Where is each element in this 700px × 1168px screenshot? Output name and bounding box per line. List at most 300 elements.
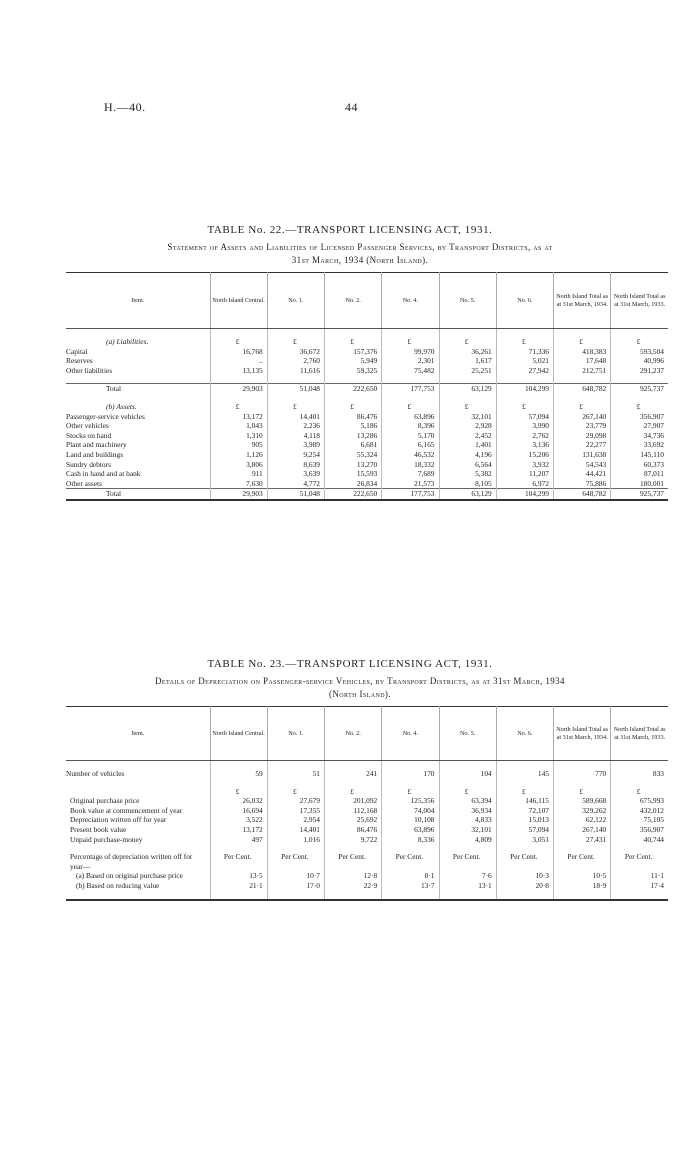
spacer-row xyxy=(66,329,668,338)
spacer-cell xyxy=(382,779,439,787)
cell-value: 9,722 xyxy=(325,835,382,845)
cell-value: 356,907 xyxy=(611,825,668,835)
cell-value: 25,251 xyxy=(439,366,496,376)
currency-unit: £ xyxy=(439,787,496,797)
spacer-cell xyxy=(382,844,439,852)
cell-value: 86,476 xyxy=(325,412,382,422)
percentage-original-row xyxy=(66,871,668,881)
currency-unit: £ xyxy=(554,402,611,412)
percent-unit: Per Cent. xyxy=(382,852,439,871)
cell-value: 57,094 xyxy=(496,412,553,422)
spacer-row xyxy=(66,394,668,402)
row-label: Percentage of depreciation written off for year— xyxy=(70,852,193,871)
cell-value: 1,401 xyxy=(439,440,496,450)
currency-unit: £ xyxy=(325,787,382,797)
cell-value: 14,401 xyxy=(267,412,324,422)
cell-value: 36,672 xyxy=(267,347,324,357)
cell-value: 925,737 xyxy=(611,489,668,500)
cell-value: 63,129 xyxy=(439,384,496,394)
cell-value: 10·3 xyxy=(496,871,553,881)
column-header: No. 2. xyxy=(325,707,382,761)
table22-title: TABLE No. 22.—TRANSPORT LICENSING ACT, 1931. xyxy=(207,224,493,236)
cell-value: 145 xyxy=(496,769,553,779)
spacer-row xyxy=(66,779,668,787)
cell-value: 8·1 xyxy=(382,871,439,881)
spacer-cell xyxy=(554,375,611,384)
cell-value: 648,782 xyxy=(554,384,611,394)
cell-value: 8,105 xyxy=(439,479,496,489)
cell-value: 1,617 xyxy=(439,356,496,366)
currency-unit: £ xyxy=(325,402,382,412)
cell-value: 170 xyxy=(382,769,439,779)
spacer-cell xyxy=(496,329,553,338)
cell-value: 44,421 xyxy=(554,469,611,479)
cell-value: 17·4 xyxy=(611,881,668,891)
cell-value: 5,170 xyxy=(382,431,439,441)
cell-value: 13,286 xyxy=(325,431,382,441)
cell-value: 63,896 xyxy=(382,412,439,422)
currency-unit: £ xyxy=(496,787,553,797)
spacer-cell xyxy=(554,891,611,900)
cell-value: 4,196 xyxy=(439,450,496,460)
cell-value: 6,972 xyxy=(496,479,553,489)
currency-unit: £ xyxy=(382,402,439,412)
cell-value: 22·9 xyxy=(325,881,382,891)
cell-value: 15,013 xyxy=(496,815,553,825)
table23-subtitle-line2: (North Island). xyxy=(329,689,391,699)
cell-value: 418,383 xyxy=(554,347,611,357)
cell-value: 17,648 xyxy=(554,356,611,366)
spacer-row xyxy=(66,375,668,384)
spacer-cell xyxy=(496,394,553,402)
cell-value: 291,237 xyxy=(611,366,668,376)
row-label: Cash in hand and at bank xyxy=(66,469,141,479)
column-header: North Island Total as at 31st March, 1933. xyxy=(611,707,668,761)
cell-value: 51 xyxy=(267,769,324,779)
cell-value: 13·1 xyxy=(439,881,496,891)
spacer-cell xyxy=(66,891,210,900)
spacer-cell xyxy=(496,375,553,384)
cell-value: 267,140 xyxy=(554,412,611,422)
currency-unit: £ xyxy=(554,337,611,347)
column-header: No. 6. xyxy=(496,707,553,761)
percentage-reducing-row xyxy=(66,881,668,891)
cell-value: 2,236 xyxy=(267,421,324,431)
cell-value: 177,753 xyxy=(382,384,439,394)
cell-value: 1,126 xyxy=(210,450,267,460)
spacer-cell xyxy=(325,375,382,384)
cell-value: 13,172 xyxy=(210,412,267,422)
spacer-cell xyxy=(439,394,496,402)
column-header: No. 2. xyxy=(325,273,382,329)
cell-value: 15,206 xyxy=(496,450,553,460)
cell-value: 86,476 xyxy=(325,825,382,835)
cell-value: 3,989 xyxy=(267,440,324,450)
cell-value: .. xyxy=(210,356,267,366)
cell-value: 13,135 xyxy=(210,366,267,376)
cell-value: 212,751 xyxy=(554,366,611,376)
cell-value: 3,806 xyxy=(210,460,267,470)
cell-value: 1,310 xyxy=(210,431,267,441)
cell-value: 26,032 xyxy=(210,796,267,806)
cell-value: 62,122 xyxy=(554,815,611,825)
asset-row xyxy=(66,421,668,431)
percent-unit: Per Cent. xyxy=(611,852,668,871)
cell-value: 2,954 xyxy=(267,815,324,825)
cell-value: 356,907 xyxy=(611,412,668,422)
currency-unit: £ xyxy=(611,337,668,347)
cell-value: 5,382 xyxy=(439,469,496,479)
spacer-cell xyxy=(439,844,496,852)
cell-value: 99,970 xyxy=(382,347,439,357)
assets-total-row xyxy=(66,489,668,500)
spacer-cell xyxy=(611,375,668,384)
row-label: (b) Based on reducing value xyxy=(76,880,160,890)
depreciation-row xyxy=(66,815,668,825)
cell-value: 3,051 xyxy=(496,835,553,845)
column-header: Item. xyxy=(66,273,210,329)
currency-unit: £ xyxy=(496,402,553,412)
row-label: Book value at commencement of year xyxy=(70,805,183,815)
percentage-heading-row xyxy=(66,852,668,871)
cell-value: 14,401 xyxy=(267,825,324,835)
cell-value: 75,105 xyxy=(611,815,668,825)
cell-value: 145,110 xyxy=(611,450,668,460)
cell-value: 8,639 xyxy=(267,460,324,470)
spacer-cell xyxy=(611,329,668,338)
spacer-cell xyxy=(439,329,496,338)
column-header: No. 5. xyxy=(439,273,496,329)
spacer-cell xyxy=(439,891,496,900)
cell-value: 6,564 xyxy=(439,460,496,470)
cell-value: 15,593 xyxy=(325,469,382,479)
currency-unit: £ xyxy=(382,787,439,797)
percent-unit: Per Cent. xyxy=(439,852,496,871)
column-header: Item. xyxy=(66,707,210,761)
spacer-row xyxy=(66,844,668,852)
spacer-cell xyxy=(496,761,553,770)
cell-value: 648,782 xyxy=(554,489,611,500)
cell-value: 40,744 xyxy=(611,835,668,845)
cell-value: 104,299 xyxy=(496,489,553,500)
row-label: Plant and machinery xyxy=(66,440,127,450)
spacer-cell xyxy=(439,761,496,770)
cell-value: 10·5 xyxy=(554,871,611,881)
cell-value: 63,129 xyxy=(439,489,496,500)
currency-unit: £ xyxy=(382,337,439,347)
cell-value: 2,760 xyxy=(267,356,324,366)
cell-value: 222,650 xyxy=(325,489,382,500)
asset-row xyxy=(66,469,668,479)
page-number: 44 xyxy=(345,100,358,114)
currency-unit: £ xyxy=(325,337,382,347)
cell-value: 4,772 xyxy=(267,479,324,489)
cell-value: 5,186 xyxy=(325,421,382,431)
currency-unit: £ xyxy=(554,787,611,797)
spacer-cell xyxy=(66,375,210,384)
spacer-cell xyxy=(210,891,267,900)
spacer-cell xyxy=(554,329,611,338)
label-cell xyxy=(66,787,210,797)
spacer-row xyxy=(66,891,668,900)
cell-value: 833 xyxy=(611,769,668,779)
cell-value: 29,098 xyxy=(554,431,611,441)
percent-unit: Per Cent. xyxy=(210,852,267,871)
cell-value: 13,270 xyxy=(325,460,382,470)
cell-value: 4,118 xyxy=(267,431,324,441)
table23 xyxy=(66,706,668,901)
spacer-cell xyxy=(267,394,324,402)
cell-value: 23,779 xyxy=(554,421,611,431)
spacer-cell xyxy=(496,844,553,852)
cell-value: 925,737 xyxy=(611,384,668,394)
depreciation-row xyxy=(66,825,668,835)
cell-value: 201,092 xyxy=(325,796,382,806)
cell-value: 27,679 xyxy=(267,796,324,806)
asset-row xyxy=(66,440,668,450)
spacer-cell xyxy=(325,329,382,338)
table22-subtitle-line1: Statement of Assets and Liabilities of Licensed Passenger Services, by Transport Districts, as at xyxy=(167,242,553,252)
row-label: Other assets xyxy=(66,478,102,488)
cell-value: 22,277 xyxy=(554,440,611,450)
cell-value: 125,356 xyxy=(382,796,439,806)
spacer-cell xyxy=(554,761,611,770)
column-header: North Island Total as at 31st March, 1934. xyxy=(554,707,611,761)
cell-value: 13·7 xyxy=(382,881,439,891)
cell-value: 27,431 xyxy=(554,835,611,845)
cell-value: 4,833 xyxy=(439,815,496,825)
cell-value: 74,004 xyxy=(382,806,439,816)
row-label: Original purchase price xyxy=(70,796,140,806)
cell-value: 27,942 xyxy=(496,366,553,376)
column-header: North Island Total as at 31st March, 1934. xyxy=(554,273,611,329)
cell-value: 5,949 xyxy=(325,356,382,366)
spacer-cell xyxy=(210,394,267,402)
cell-value: 3,522 xyxy=(210,815,267,825)
spacer-cell xyxy=(382,891,439,900)
table22-subtitle-line2: 31st March, 1934 (North Island). xyxy=(291,255,429,265)
cell-value: 589,668 xyxy=(554,796,611,806)
cell-value: 131,638 xyxy=(554,450,611,460)
table23-subtitle-line1: Details of Depreciation on Passenger-service Vehicles, by Transport Districts, as at 31st March, 1934 xyxy=(155,676,565,686)
section-header-row xyxy=(66,787,668,797)
cell-value: 51,048 xyxy=(267,489,324,500)
row-label: Capital xyxy=(66,346,88,356)
spacer-cell xyxy=(325,394,382,402)
cell-value: 112,168 xyxy=(325,806,382,816)
spacer-cell xyxy=(325,844,382,852)
cell-value: 8,336 xyxy=(382,835,439,845)
cell-value: 104 xyxy=(439,769,496,779)
cell-value: 2,928 xyxy=(439,421,496,431)
vehicles-count-row xyxy=(66,769,668,779)
cell-value: 267,140 xyxy=(554,825,611,835)
spacer-row xyxy=(66,761,668,770)
cell-value: 33,692 xyxy=(611,440,668,450)
cell-value: 34,736 xyxy=(611,431,668,441)
column-header: No. 1. xyxy=(267,273,324,329)
cell-value: 11·1 xyxy=(611,871,668,881)
currency-unit: £ xyxy=(267,787,324,797)
spacer-cell xyxy=(611,394,668,402)
spacer-cell xyxy=(66,329,210,338)
row-label: Passenger-service vehicles xyxy=(66,411,145,421)
cell-value: 51,048 xyxy=(267,384,324,394)
spacer-cell xyxy=(611,891,668,900)
spacer-cell xyxy=(267,779,324,787)
spacer-cell xyxy=(611,844,668,852)
currency-unit: £ xyxy=(210,787,267,797)
cell-value: 57,094 xyxy=(496,825,553,835)
cell-value: 25,692 xyxy=(325,815,382,825)
cell-value: 13,172 xyxy=(210,825,267,835)
spacer-cell xyxy=(66,844,210,852)
spacer-cell xyxy=(267,844,324,852)
spacer-cell xyxy=(496,891,553,900)
cell-value: 7,689 xyxy=(382,469,439,479)
asset-row xyxy=(66,460,668,470)
spacer-cell xyxy=(66,779,210,787)
currency-unit: £ xyxy=(210,337,267,347)
cell-value: 20·8 xyxy=(496,881,553,891)
cell-value: 7,630 xyxy=(210,479,267,489)
cell-value: 432,012 xyxy=(611,806,668,816)
row-label: Total xyxy=(66,489,210,500)
asset-row xyxy=(66,450,668,460)
cell-value: 9,254 xyxy=(267,450,324,460)
cell-value: 21·1 xyxy=(210,881,267,891)
cell-value: 675,993 xyxy=(611,796,668,806)
cell-value: 46,532 xyxy=(382,450,439,460)
currency-unit: £ xyxy=(611,402,668,412)
cell-value: 3,136 xyxy=(496,440,553,450)
cell-value: 2,452 xyxy=(439,431,496,441)
depreciation-row xyxy=(66,835,668,845)
cell-value: 10·7 xyxy=(267,871,324,881)
spacer-cell xyxy=(611,779,668,787)
spacer-cell xyxy=(210,844,267,852)
currency-unit: £ xyxy=(267,402,324,412)
column-header: No. 4. xyxy=(382,707,439,761)
cell-value: 55,324 xyxy=(325,450,382,460)
cell-value: 32,101 xyxy=(439,825,496,835)
cell-value: 905 xyxy=(210,440,267,450)
cell-value: 27,907 xyxy=(611,421,668,431)
column-header: No. 4. xyxy=(382,273,439,329)
spacer-cell xyxy=(439,375,496,384)
currency-unit: £ xyxy=(496,337,553,347)
cell-value: 59 xyxy=(210,769,267,779)
cell-value: 71,336 xyxy=(496,347,553,357)
cell-value: 63,394 xyxy=(439,796,496,806)
cell-value: 222,650 xyxy=(325,384,382,394)
spacer-cell xyxy=(210,761,267,770)
spacer-cell xyxy=(496,779,553,787)
cell-value: 29,903 xyxy=(210,384,267,394)
percent-unit: Per Cent. xyxy=(496,852,553,871)
liability-row xyxy=(66,366,668,376)
spacer-cell xyxy=(554,844,611,852)
percent-unit: Per Cent. xyxy=(554,852,611,871)
liability-row xyxy=(66,347,668,357)
cell-value: 3,990 xyxy=(496,421,553,431)
cell-value: 11,616 xyxy=(267,366,324,376)
row-label: Unpaid purchase-money xyxy=(70,834,143,844)
cell-value: 770 xyxy=(554,769,611,779)
spacer-cell xyxy=(325,779,382,787)
section-header-row xyxy=(66,402,668,412)
cell-value: 241 xyxy=(325,769,382,779)
cell-value: 72,107 xyxy=(496,806,553,816)
cell-value: 11,207 xyxy=(496,469,553,479)
percent-unit: Per Cent. xyxy=(267,852,324,871)
cell-value: 60,373 xyxy=(611,460,668,470)
cell-value: 75,482 xyxy=(382,366,439,376)
spacer-cell xyxy=(267,891,324,900)
cell-value: 8,396 xyxy=(382,421,439,431)
cell-value: 3,639 xyxy=(267,469,324,479)
cell-value: 59,325 xyxy=(325,366,382,376)
spacer-cell xyxy=(66,394,210,402)
column-header: No. 5. xyxy=(439,707,496,761)
spacer-cell xyxy=(267,375,324,384)
cell-value: 17,355 xyxy=(267,806,324,816)
depreciation-row xyxy=(66,796,668,806)
row-label: Reserves xyxy=(66,356,93,366)
cell-value: 157,376 xyxy=(325,347,382,357)
cell-value: 87,011 xyxy=(611,469,668,479)
row-label: Other vehicles xyxy=(66,421,109,431)
cell-value: 26,834 xyxy=(325,479,382,489)
section-header-row xyxy=(66,337,668,347)
row-label: Present book value xyxy=(70,824,127,834)
cell-value: 13·5 xyxy=(210,871,267,881)
cell-value: 593,504 xyxy=(611,347,668,357)
cell-value: 180,001 xyxy=(611,479,668,489)
cell-value: 36,934 xyxy=(439,806,496,816)
cell-value: 16,694 xyxy=(210,806,267,816)
spacer-cell xyxy=(382,329,439,338)
row-label: Number of vehicles xyxy=(66,769,125,778)
cell-value: 146,115 xyxy=(496,796,553,806)
spacer-cell xyxy=(554,394,611,402)
cell-value: 497 xyxy=(210,835,267,845)
asset-row xyxy=(66,431,668,441)
liabilities-total-row xyxy=(66,384,668,394)
percent-unit: Per Cent. xyxy=(325,852,382,871)
cell-value: 6,165 xyxy=(382,440,439,450)
cell-value: 3,932 xyxy=(496,460,553,470)
cell-value: 1,043 xyxy=(210,421,267,431)
spacer-cell xyxy=(267,329,324,338)
spacer-cell xyxy=(210,329,267,338)
cell-value: 18·9 xyxy=(554,881,611,891)
currency-unit: £ xyxy=(611,787,668,797)
cell-value: 40,996 xyxy=(611,356,668,366)
cell-value: 32,101 xyxy=(439,412,496,422)
cell-value: 6,681 xyxy=(325,440,382,450)
column-header: No. 1. xyxy=(267,707,324,761)
liabilities-heading: (a) Liabilities. xyxy=(106,337,149,346)
cell-value: 104,299 xyxy=(496,384,553,394)
cell-value: 177,753 xyxy=(382,489,439,500)
cell-value: 16,768 xyxy=(210,347,267,357)
page-header-ref: H.—40. xyxy=(104,100,146,114)
cell-value: 36,261 xyxy=(439,347,496,357)
cell-value: 12·8 xyxy=(325,871,382,881)
row-label: Total xyxy=(66,384,210,394)
cell-value: 329,262 xyxy=(554,806,611,816)
